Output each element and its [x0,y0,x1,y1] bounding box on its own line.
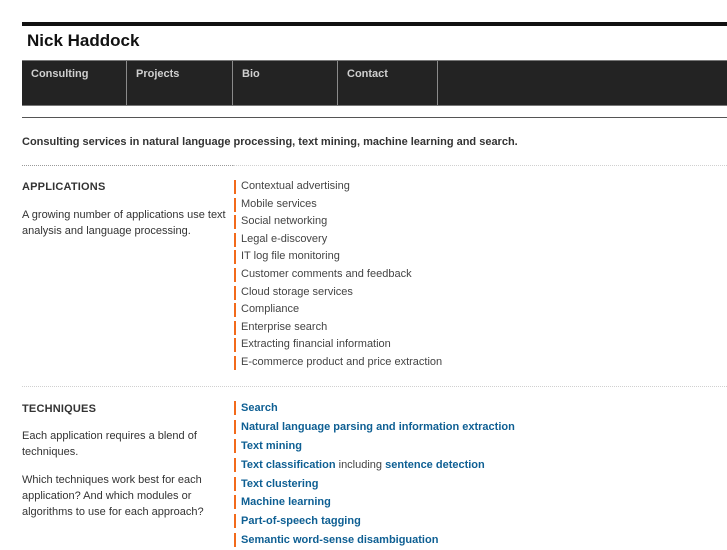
nav-item-bio[interactable]: Bio [233,61,338,105]
application-item: E-commerce product and price extraction [233,354,442,372]
technique-link-sentence-detection[interactable]: sentence detection [385,458,485,471]
technique-link-wsd[interactable]: Semantic word-sense disambiguation [241,534,439,547]
techniques-description-2: Which techniques work best for each application? And which modules or algorithms to use for each approach? [22,474,204,518]
technique-item [233,475,515,494]
technique-item [233,531,515,550]
divider-left [22,165,233,166]
application-item: Legal e-discovery [233,231,442,249]
technique-link-pos-tagging[interactable]: Part-of-speech tagging [241,515,361,528]
techniques-description-1: Each application requires a blend of techniques. [22,430,197,458]
application-item: IT log file monitoring [233,248,442,266]
section-divider [22,386,727,387]
nav-item-projects[interactable]: Projects [127,61,233,105]
technique-link-machine-learning[interactable]: Machine learning [241,496,331,509]
application-item: Contextual advertising [233,178,442,196]
techniques-list [233,399,515,550]
nav-item-consulting[interactable]: Consulting [22,61,127,105]
technique-item [233,437,515,456]
techniques-heading: TECHNIQUES [22,403,97,415]
application-item: Compliance [233,301,442,319]
nav-under-rule [22,117,727,118]
nav-item-contact[interactable]: Contact [338,61,438,105]
technique-link-nlp-parsing[interactable]: Natural language parsing and information extraction [241,420,515,433]
application-item: Customer comments and feedback [233,266,442,284]
technique-link-text-clustering[interactable]: Text clustering [241,477,319,490]
technique-item [233,456,515,475]
technique-link-text-mining[interactable]: Text mining [241,439,302,452]
top-rule [22,22,727,26]
applications-description: A growing number of applications use text analysis and language processing. [22,209,226,237]
applications-heading: APPLICATIONS [22,181,106,193]
site-title: Nick Haddock [27,31,140,50]
main-nav [22,60,727,106]
technique-item [233,399,515,418]
technique-item [233,418,515,437]
application-item: Cloud storage services [233,284,442,302]
applications-list [233,178,442,372]
technique-item [233,512,515,531]
nav-filler [438,61,727,105]
divider-right [233,165,727,166]
application-item: Mobile services [233,196,442,214]
application-item: Social networking [233,213,442,231]
application-item: Extracting financial information [233,336,442,354]
tagline: Consulting services in natural language processing, text mining, machine learning and search. [22,136,518,148]
application-item: Enterprise search [233,319,442,337]
technique-item [233,493,515,512]
technique-link-text-classification[interactable]: Text classification [241,458,336,471]
technique-connector: including [335,458,386,471]
technique-link-search[interactable]: Search [241,402,278,414]
